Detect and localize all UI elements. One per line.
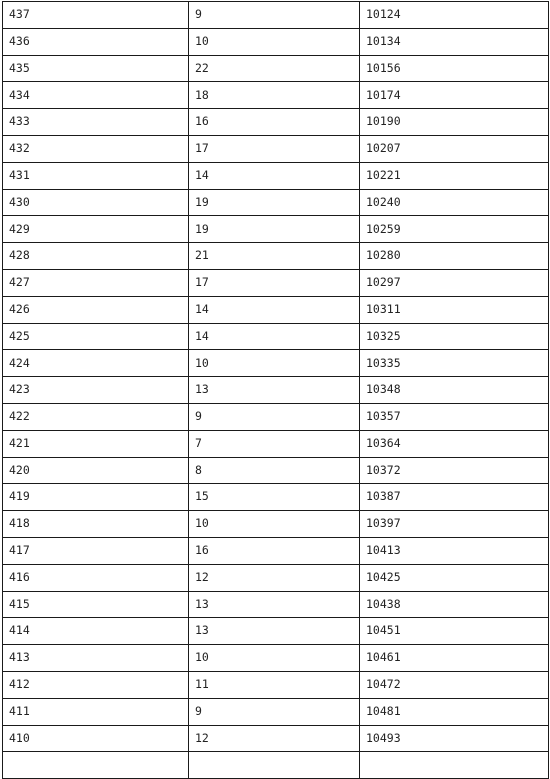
table-row [3,698,549,725]
table-row [3,430,549,457]
table-row [3,645,549,672]
table-cell: 428 [3,243,189,270]
table-cell: 10372 [360,457,549,484]
table-cell: 424 [3,350,189,377]
table-cell: 419 [3,484,189,511]
table-cell: 10 [189,645,360,672]
table-cell: 413 [3,645,189,672]
table-cell: 434 [3,82,189,109]
table-cell: 10156 [360,55,549,82]
table-row [3,671,549,698]
table-cell: 13 [189,618,360,645]
table-cell: 430 [3,189,189,216]
table-cell: 10397 [360,511,549,538]
table-cell: 432 [3,135,189,162]
table-cell: 420 [3,457,189,484]
table-cell: 421 [3,430,189,457]
table-cell: 10311 [360,296,549,323]
table-cell: 10 [189,350,360,377]
table-row [3,109,549,136]
table-cell: 9 [189,403,360,430]
table-row [3,323,549,350]
table-cell: 429 [3,216,189,243]
table-cell: 11 [189,671,360,698]
table-body [3,2,549,779]
table-cell: 10357 [360,403,549,430]
table-cell: 10259 [360,216,549,243]
table-row [3,511,549,538]
table-row [3,162,549,189]
table-row [3,537,549,564]
table-cell: 14 [189,296,360,323]
table-cell: 10174 [360,82,549,109]
table-row [3,2,549,29]
table-cell: 7 [189,430,360,457]
table-row [3,296,549,323]
table-cell: 10438 [360,591,549,618]
table-cell: 10413 [360,537,549,564]
table-row [3,564,549,591]
table-cell: 436 [3,28,189,55]
table-cell: 10 [189,28,360,55]
table-cell: 13 [189,377,360,404]
table-cell: 10124 [360,2,549,29]
table-cell: 10461 [360,645,549,672]
table-cell: 422 [3,403,189,430]
table-cell: 427 [3,269,189,296]
table-cell: 10364 [360,430,549,457]
table-cell: 19 [189,189,360,216]
table-cell: 414 [3,618,189,645]
table-cell: 8 [189,457,360,484]
table-cell: 437 [3,2,189,29]
table-cell: 15 [189,484,360,511]
table-cell: 417 [3,537,189,564]
table-row [3,350,549,377]
table-cell: 9 [189,698,360,725]
table-cell: 10387 [360,484,549,511]
table-cell: 10221 [360,162,549,189]
table-cell: 14 [189,323,360,350]
table-cell: 10207 [360,135,549,162]
table-cell: 10425 [360,564,549,591]
table-row [3,484,549,511]
table-cell: 10134 [360,28,549,55]
table-cell: 433 [3,109,189,136]
table-row [3,82,549,109]
table-cell: 19 [189,216,360,243]
table-cell: 12 [189,564,360,591]
table-cell: 10481 [360,698,549,725]
table-row [3,618,549,645]
table-cell: 10472 [360,671,549,698]
table-cell: 423 [3,377,189,404]
table-cell: 411 [3,698,189,725]
table-cell: 10335 [360,350,549,377]
table-cell: 9 [189,2,360,29]
table-cell: 10325 [360,323,549,350]
table-cell: 431 [3,162,189,189]
table-cell [3,752,189,779]
table-cell: 12 [189,725,360,752]
table-row [3,189,549,216]
table-cell: 426 [3,296,189,323]
table-row [3,135,549,162]
table-cell: 17 [189,135,360,162]
table-cell: 16 [189,109,360,136]
table-cell: 10 [189,511,360,538]
table-row [3,28,549,55]
table-cell [189,752,360,779]
table-cell: 10190 [360,109,549,136]
table-row [3,243,549,270]
table-row [3,55,549,82]
table-cell: 435 [3,55,189,82]
table-cell: 418 [3,511,189,538]
table-cell: 14 [189,162,360,189]
table-cell: 22 [189,55,360,82]
table-cell: 18 [189,82,360,109]
table-row [3,752,549,779]
table-cell: 16 [189,537,360,564]
table-cell: 10240 [360,189,549,216]
table-row [3,269,549,296]
table-row [3,457,549,484]
table-cell: 13 [189,591,360,618]
table-cell: 17 [189,269,360,296]
table-cell [360,752,549,779]
table-cell: 410 [3,725,189,752]
table-cell: 21 [189,243,360,270]
score-table [2,1,549,779]
table-cell: 10493 [360,725,549,752]
table-cell: 415 [3,591,189,618]
table-cell: 10280 [360,243,549,270]
table-row [3,377,549,404]
table-cell: 425 [3,323,189,350]
table-row [3,725,549,752]
table-row [3,591,549,618]
table-cell: 412 [3,671,189,698]
table-cell: 10297 [360,269,549,296]
table-cell: 10348 [360,377,549,404]
table-row [3,216,549,243]
table-cell: 10451 [360,618,549,645]
table-cell: 416 [3,564,189,591]
table-row [3,403,549,430]
